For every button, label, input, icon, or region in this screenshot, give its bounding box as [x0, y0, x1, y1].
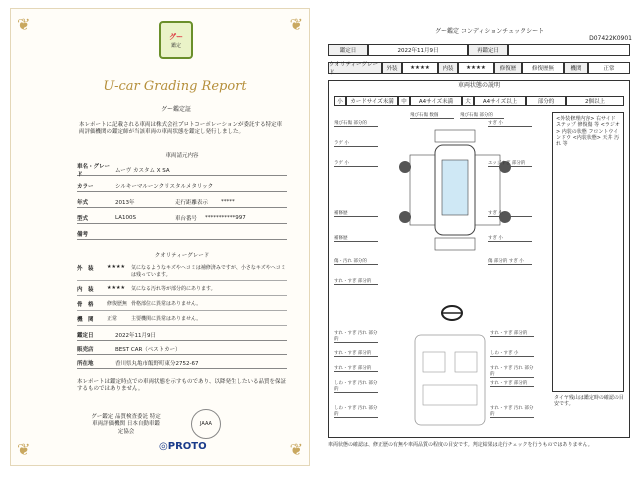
- row-value: 2013年: [115, 199, 135, 206]
- grade-value: 修復歴無: [107, 301, 128, 307]
- row-value: ムーヴ カスタム X SA: [115, 167, 170, 174]
- part-note-top: 飛び石傷 数個: [410, 112, 454, 119]
- row-label: カラー: [77, 183, 94, 190]
- grade-row-engine: [77, 315, 287, 326]
- grade-text: 主要機関に異常はありません。: [131, 316, 202, 322]
- part-note-right: すぎ 小: [488, 235, 532, 242]
- row-label: 所在地: [77, 360, 94, 367]
- reinspection-value: [508, 44, 630, 56]
- grade-text: 気になるようなキズやヘコミは補修済みですが、小さなキズやヘコミは残っています。: [131, 265, 286, 278]
- grade-label: 外 装: [77, 266, 94, 272]
- size-key: 2個以上: [566, 96, 624, 106]
- size-key: 大: [462, 96, 474, 106]
- row-value: シルキーマルーンクリスタルメタリック: [115, 183, 214, 190]
- certificate-intro: 本レポートに記載される車両は株式会社プロトコーポレーションが委託する特定車両評価機関の鑑定師が当該車両の車両状態を鑑定し発行しました。: [79, 122, 283, 136]
- issuer-text: グー鑑定 品質検査委託 特定車両評価機関 日本自動車鑑定協会: [91, 414, 161, 435]
- engine-value: 正常: [588, 62, 630, 74]
- size-desc: A4サイズ以上: [474, 96, 526, 106]
- part-note-right: エッジすぎ 部分的: [488, 160, 532, 167]
- row-value: 香川県丸亀市飯野町東分2752-67: [115, 360, 199, 367]
- interior-note-left: すれ・すぎ 汚れ 部分的: [334, 331, 378, 342]
- interior-note-right: すれ・すぎ 汚れ 部分的: [490, 406, 534, 417]
- grade-text: 気になる汚れ等が部分的にあります。: [131, 286, 216, 292]
- ornament-top-right: ❦: [289, 15, 303, 34]
- repair-value: 修復歴無: [522, 62, 564, 74]
- grade-row-exterior: [77, 264, 287, 281]
- grading-certificate: [10, 8, 310, 466]
- row-value: LA100S: [115, 214, 136, 221]
- size-desc: A4サイズ未満: [410, 96, 462, 106]
- interior-note-left: しわ・すぎ 汚れ 部分的: [334, 406, 378, 417]
- certificate-title: U-car Grading Report: [103, 79, 247, 94]
- condition-check-sheet: [320, 0, 638, 480]
- part-note-right: 傷 部分的 すぎ 小: [488, 258, 532, 265]
- row-address: [77, 357, 287, 369]
- grade-value: 正常: [107, 316, 118, 322]
- grade-value: ★★★★: [107, 285, 125, 291]
- proto-logo: ◎PROTO: [159, 441, 207, 452]
- interior-stars: ★★★★: [458, 62, 494, 74]
- interior-note-right: すれ・すぎ 部分的: [490, 330, 534, 337]
- grade-label: 機 関: [77, 317, 94, 323]
- proto-text: PROTO: [167, 441, 207, 452]
- quality-section-heading: クオリティーグレード: [154, 253, 210, 259]
- row-label: 販売店: [77, 346, 94, 353]
- repair-label: 修復歴: [494, 62, 522, 74]
- part-note-left: ラゲ 小: [334, 140, 378, 147]
- row-year: [77, 196, 287, 208]
- row-extra-value: *****: [221, 198, 235, 205]
- size-key: 小: [334, 96, 346, 106]
- ornament-bottom-left: ❦: [17, 440, 31, 459]
- ornament-bottom-right: ❦: [289, 440, 303, 459]
- ornament-top-left: ❦: [17, 15, 31, 34]
- date-value: 2022年11月9日: [368, 44, 468, 56]
- date-label: 鑑定日: [328, 44, 368, 56]
- row-color: [77, 180, 287, 192]
- grade-value: ★★★★: [107, 264, 125, 270]
- logo-sub: 鑑定: [170, 42, 181, 49]
- sheet-footer: 車両状態の確認は、修正歴の有無や車両品質の程度の目安です。判定結果は走行チェックを行うものではありません。: [328, 442, 593, 448]
- notes-box: [552, 112, 624, 392]
- interior-note-left: しわ・すぎ 汚れ 部分的: [334, 381, 378, 392]
- size-key: 部分的: [526, 96, 566, 106]
- interior-note-left: すれ・すぎ 部分的: [334, 350, 378, 357]
- grade-row-frame: [77, 300, 287, 311]
- grade-label: 骨 格: [77, 302, 94, 308]
- certificate-footer-note: 本レポートは鑑定時点での車両状態を示すものであり、以降発生したいる品質を保証するものではありません。: [77, 379, 287, 393]
- row-shop: [77, 343, 287, 355]
- tire-note: タイヤ残山は鑑定時の確認の目安です。: [554, 395, 624, 408]
- part-note-left: ラゲ 小: [334, 160, 378, 167]
- status-title: 車両状態の説明: [457, 82, 500, 89]
- doc-number: D07422K0901: [589, 35, 632, 42]
- part-note-left: すれ・すぎ 部分的: [334, 278, 378, 285]
- row-model: [77, 164, 287, 176]
- row-label: 型式: [77, 215, 89, 222]
- grade-row-interior: [77, 285, 287, 296]
- part-note-top: 飛び石傷 部分的: [460, 112, 504, 119]
- part-note-right: すぎ 小: [488, 210, 532, 217]
- part-note-left: 飛び石傷 部分的: [334, 120, 378, 127]
- row-value: 2022年11月9日: [115, 332, 156, 339]
- notes-text: <外装修理内容> 右サイドステップ 修復傷 等 <ラジオ> 内装の状態 フロントウインドウ <内装状態> 天井 汚れ 等: [556, 116, 620, 147]
- row-extra-label: 走行距離表示: [175, 199, 209, 206]
- row-notes: [77, 228, 287, 240]
- engine-label: 機関: [564, 62, 588, 74]
- sheet-title: グー鑑定 コンディションチェックシート: [435, 28, 545, 35]
- jaaa-seal: [191, 409, 221, 439]
- reinspection-label: 再鑑定日: [468, 44, 508, 56]
- row-type: [77, 212, 287, 224]
- goo-kantei-logo: [159, 21, 193, 59]
- part-note-left: 補修歴: [334, 210, 378, 217]
- part-note-left: 補修歴: [334, 235, 378, 242]
- size-desc: カードサイズ未満: [346, 96, 398, 106]
- vehicle-section-heading: 車両請元内容: [165, 153, 199, 159]
- interior-note-right: しわ・すぎ 小: [490, 350, 534, 357]
- jaaa-text: JAAA: [200, 421, 212, 427]
- steering-wheel-icon: [440, 303, 464, 323]
- part-note-right: すぎ 小: [488, 120, 532, 127]
- row-inspection-date: [77, 329, 287, 341]
- exterior-label: 外装: [382, 62, 402, 74]
- part-note-left: 傷・汚れ 部分的: [334, 258, 378, 265]
- interior-car-diagram: [405, 330, 495, 430]
- grade-text: 骨格部位に異常はありません。: [131, 301, 202, 307]
- row-extra-value: ***********997: [205, 214, 246, 221]
- interior-note-left: すれ・すぎ 部分的: [334, 365, 378, 372]
- row-label: 年式: [77, 199, 89, 206]
- row-label: 車名・グレード: [77, 163, 111, 178]
- row-label: 備考: [77, 231, 89, 238]
- row-label: 鑑定日: [77, 332, 94, 339]
- exterior-stars: ★★★★: [402, 62, 438, 74]
- interior-note-right: すれ・すぎ 部分的: [490, 380, 534, 387]
- quality-label: クオリティーグレード: [328, 62, 382, 74]
- size-key: 中: [398, 96, 410, 106]
- row-extra-label: 車台番号: [175, 215, 198, 222]
- logo-badge: グー: [169, 32, 183, 41]
- interior-note-right: すれ・すぎ 汚れ 部分的: [490, 366, 534, 377]
- interior-label: 内装: [438, 62, 458, 74]
- grade-label: 内 装: [77, 287, 94, 293]
- certificate-subtitle: グー鑑定証: [160, 106, 191, 113]
- row-value: BEST CAR（ベストカー）: [115, 346, 181, 353]
